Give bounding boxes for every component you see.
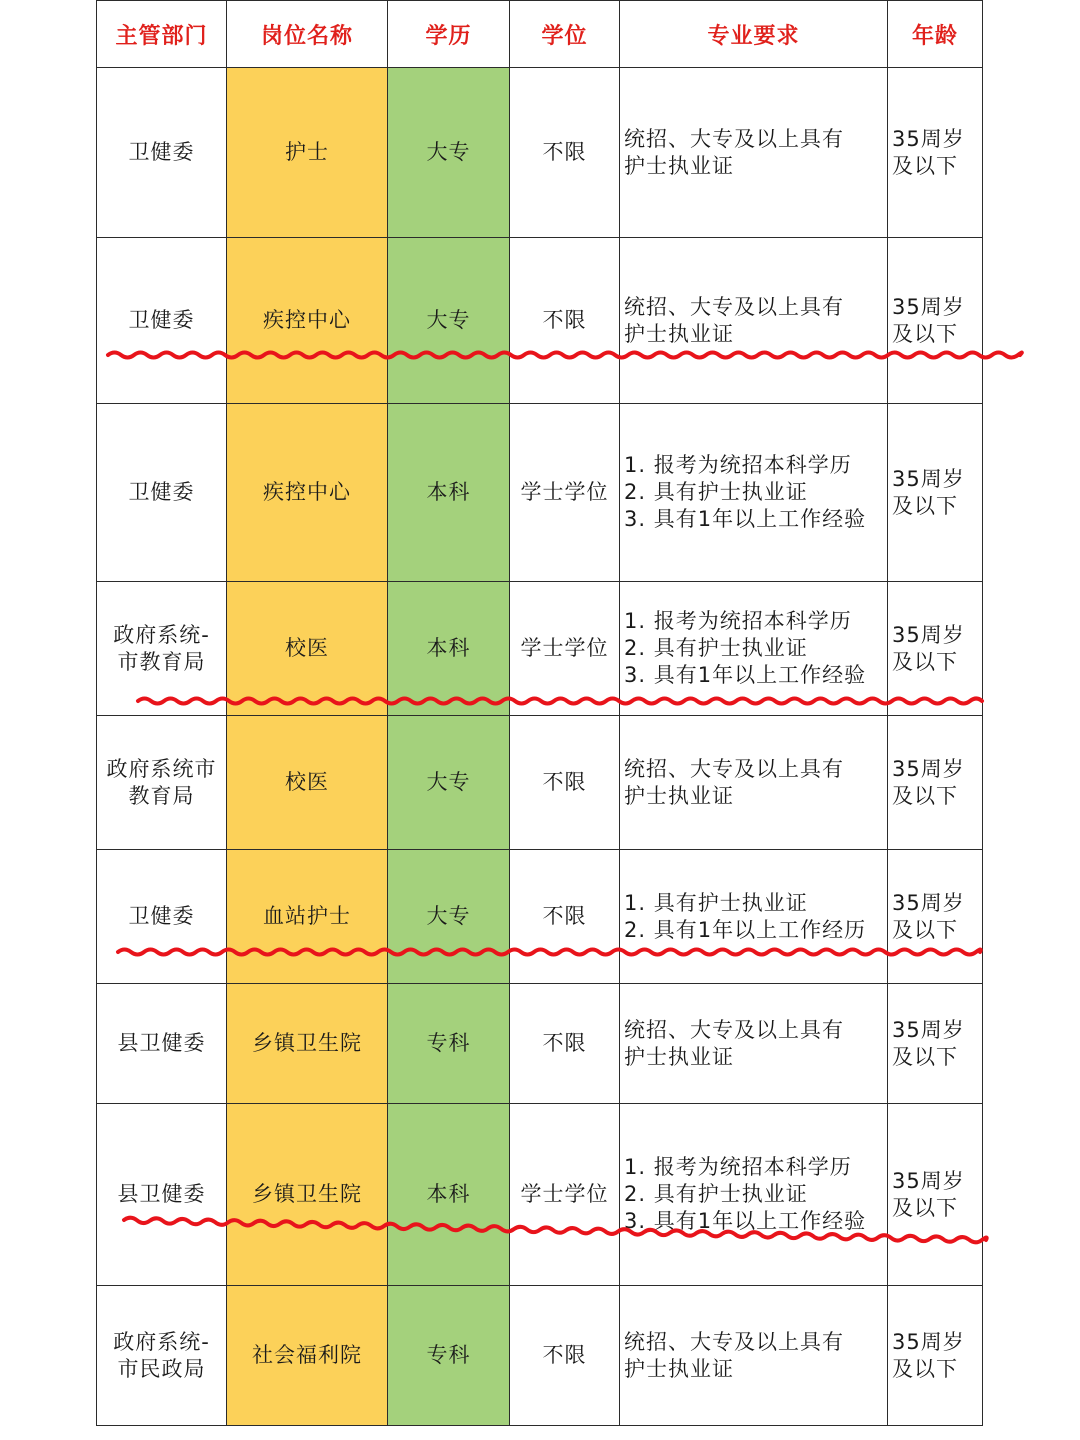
cell-age: 35周岁 及以下 (888, 716, 983, 850)
table-row (97, 1104, 983, 1286)
table-row (97, 404, 983, 582)
cell-degree: 不限 (510, 238, 620, 404)
cell-dept: 政府系统- 市民政局 (97, 1286, 227, 1426)
header-age: 年龄 (888, 1, 983, 68)
cell-requirements: 1. 报考为统招本科学历 2. 具有护士执业证 3. 具有1年以上工作经验 (620, 1104, 888, 1286)
cell-position: 疾控中心 (227, 238, 388, 404)
cell-position: 乡镇卫生院 (227, 984, 388, 1104)
cell-age: 35周岁 及以下 (888, 582, 983, 716)
cell-age: 35周岁 及以下 (888, 984, 983, 1104)
cell-dept: 县卫健委 (97, 984, 227, 1104)
cell-requirements: 1. 报考为统招本科学历 2. 具有护士执业证 3. 具有1年以上工作经验 (620, 404, 888, 582)
header-education: 学历 (388, 1, 510, 68)
table-row (97, 238, 983, 404)
cell-education: 大专 (388, 716, 510, 850)
cell-requirements: 统招、大专及以上具有 护士执业证 (620, 238, 888, 404)
cell-degree: 学士学位 (510, 582, 620, 716)
cell-education: 大专 (388, 850, 510, 984)
job-requirements-sheet (96, 0, 982, 1424)
cell-position: 社会福利院 (227, 1286, 388, 1426)
cell-degree: 不限 (510, 1286, 620, 1426)
job-requirements-table (96, 0, 983, 1426)
header-position: 岗位名称 (227, 1, 388, 68)
cell-education: 本科 (388, 582, 510, 716)
cell-degree: 不限 (510, 984, 620, 1104)
cell-position: 血站护士 (227, 850, 388, 984)
cell-age: 35周岁 及以下 (888, 850, 983, 984)
cell-education: 大专 (388, 238, 510, 404)
cell-education: 专科 (388, 984, 510, 1104)
cell-age: 35周岁 及以下 (888, 1104, 983, 1286)
cell-dept: 县卫健委 (97, 1104, 227, 1286)
cell-degree: 学士学位 (510, 404, 620, 582)
cell-degree: 学士学位 (510, 1104, 620, 1286)
cell-education: 专科 (388, 1286, 510, 1426)
cell-requirements: 1. 报考为统招本科学历 2. 具有护士执业证 3. 具有1年以上工作经验 (620, 582, 888, 716)
cell-degree: 不限 (510, 716, 620, 850)
cell-age: 35周岁 及以下 (888, 238, 983, 404)
cell-age: 35周岁 及以下 (888, 404, 983, 582)
header-dept: 主管部门 (97, 1, 227, 68)
table-header-row (97, 1, 983, 68)
cell-degree: 不限 (510, 68, 620, 238)
cell-age: 35周岁 及以下 (888, 1286, 983, 1426)
cell-dept: 卫健委 (97, 238, 227, 404)
cell-education: 本科 (388, 404, 510, 582)
header-degree: 学位 (510, 1, 620, 68)
cell-requirements: 统招、大专及以上具有 护士执业证 (620, 1286, 888, 1426)
cell-degree: 不限 (510, 850, 620, 984)
table-row (97, 716, 983, 850)
cell-position: 乡镇卫生院 (227, 1104, 388, 1286)
cell-age: 35周岁 及以下 (888, 68, 983, 238)
table-row (97, 582, 983, 716)
cell-dept: 政府系统市 教育局 (97, 716, 227, 850)
cell-dept: 卫健委 (97, 68, 227, 238)
cell-requirements: 统招、大专及以上具有 护士执业证 (620, 984, 888, 1104)
table-row (97, 984, 983, 1104)
table-row (97, 1286, 983, 1426)
table-row (97, 850, 983, 984)
cell-position: 校医 (227, 716, 388, 850)
table-row (97, 68, 983, 238)
cell-dept: 卫健委 (97, 404, 227, 582)
cell-requirements: 1. 具有护士执业证 2. 具有1年以上工作经历 (620, 850, 888, 984)
header-requirements: 专业要求 (620, 1, 888, 68)
cell-position: 校医 (227, 582, 388, 716)
cell-education: 本科 (388, 1104, 510, 1286)
cell-requirements: 统招、大专及以上具有 护士执业证 (620, 68, 888, 238)
cell-requirements: 统招、大专及以上具有 护士执业证 (620, 716, 888, 850)
cell-position: 疾控中心 (227, 404, 388, 582)
cell-dept: 卫健委 (97, 850, 227, 984)
cell-position: 护士 (227, 68, 388, 238)
cell-education: 大专 (388, 68, 510, 238)
cell-dept: 政府系统- 市教育局 (97, 582, 227, 716)
